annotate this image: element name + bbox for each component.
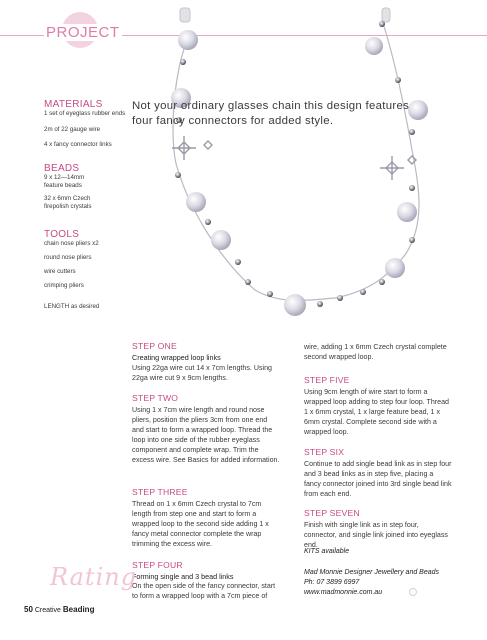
step-four-continued: wire, adding 1 x 6mm Czech crystal complete second wrapped loop. [304, 343, 447, 362]
length-note: LENGTH as desired [44, 303, 100, 310]
beads-item: 9 x 12—14mm feature beads [44, 174, 85, 189]
rubber-end-right [382, 8, 390, 22]
rating-label: Rating [50, 563, 138, 591]
step-four-text: On the open side of the fancy connector, start to form a wrapped loop with a 7cm piece of [132, 582, 276, 601]
page-footer [24, 605, 94, 614]
kits-contact [304, 568, 439, 598]
step-five-text: Using 9cm length of wire start to form a wrapped loop adding to step four loop. Thread 1 x 6mm crystal, 1 x large feature bead, 1 x 6mm crystal. Complete second side with a wrapped loop. [304, 388, 449, 437]
kits-website[interactable]: www.madmonnie.com.au [304, 589, 383, 596]
feature-bead [365, 37, 383, 55]
intro-text: Not your ordinary glasses chain this design features four fancy connectors for added style. [132, 100, 410, 127]
kits-heading: KITS available [304, 548, 350, 555]
magazine-name: Creative [34, 607, 61, 614]
materials-heading: MATERIALS [44, 99, 103, 110]
materials-item: 2m of 22 gauge wire [44, 126, 101, 133]
step-five-heading: STEP FIVE [304, 375, 350, 385]
crystal-beads [175, 21, 415, 307]
magazine-name-bold: Beading [62, 605, 95, 614]
step-two-heading: STEP TWO [132, 393, 179, 403]
page-section-title: PROJECT [46, 24, 120, 41]
feature-bead [397, 202, 417, 222]
tools-heading: TOOLS [44, 229, 80, 240]
necklace-photo [150, 0, 487, 330]
step-two-text: Using 1 x 7cm wire length and round nose pliers, position the pliers 3cm from one end and start to form a wrapped loop. Thread the loop into one side of the rubber eyeglass component and complete wrap. Trim the excess wire. See Basics for added information. [132, 406, 280, 465]
tools-item: wire cutters [44, 268, 76, 275]
step-seven-heading: STEP SEVEN [304, 508, 360, 518]
step-one-text: Using 22ga wire cut 14 x 7cm lengths. Using 22ga wire cut 9 x 9cm lengths. [132, 364, 272, 383]
feature-bead [284, 294, 306, 316]
step-six-text: Continue to add single bead link as in step four and 3 bead links as in step five, placing a fancy connector joined into 3rd single bead link from each end. [304, 460, 452, 499]
step-three-text: Thread on 1 x 6mm Czech crystal to 7cm length from step one and start to form a wrapped loop to the second side adding 1 x fancy metal connector complete the wrap trimming the excess wire. [132, 500, 269, 549]
beads-item: 32 x 6mm Czech firepolish crystals [44, 195, 92, 210]
kits-company: Mad Monnie Designer Jewellery and Beads [304, 569, 440, 576]
feature-bead [178, 30, 198, 50]
step-one-subtitle: Creating wrapped loop links [132, 353, 221, 362]
step-four-heading: STEP FOUR [132, 560, 183, 570]
rubber-end-left [180, 8, 190, 22]
materials-item: 1 set of eyeglass rubber ends [44, 110, 126, 117]
feature-bead [211, 230, 231, 250]
tools-item: round nose pliers [44, 254, 92, 261]
beads-heading: BEADS [44, 163, 80, 174]
fancy-connector [172, 136, 416, 180]
step-four-subtitle: Forming single and 3 bead links [132, 572, 234, 581]
tools-item: chain nose pliers x2 [44, 240, 99, 247]
materials-item: 4 x fancy connector links [44, 141, 112, 148]
kits-phone: Ph: 07 3899 6997 [304, 579, 360, 586]
step-three-heading: STEP THREE [132, 487, 188, 497]
tools-item: crimping pliers [44, 282, 84, 289]
feature-bead [385, 258, 405, 278]
circle-mark-icon [409, 588, 417, 596]
page-number: 50 [24, 605, 33, 614]
step-seven-text: Finish with single link as in step four, connector, and single link joined into eyeglass end. [304, 521, 448, 550]
necklace-chain [173, 20, 419, 300]
step-six-heading: STEP SIX [304, 447, 345, 457]
feature-bead [186, 192, 206, 212]
step-one-heading: STEP ONE [132, 341, 177, 351]
